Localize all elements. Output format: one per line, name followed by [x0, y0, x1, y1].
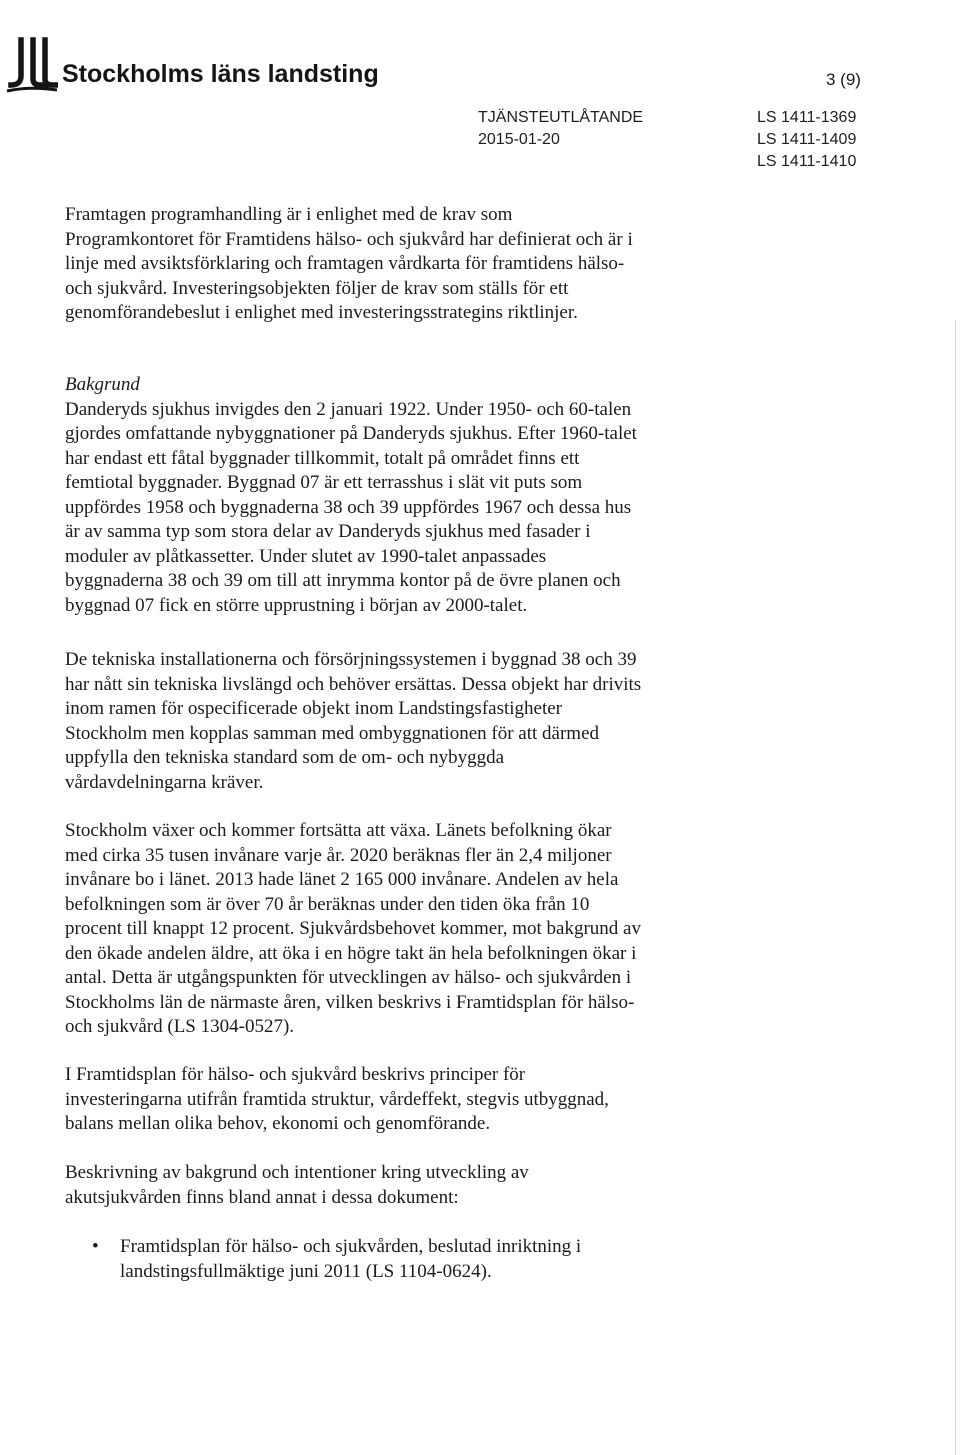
- intro-paragraph: [65, 203, 633, 326]
- sll-logo-icon: [6, 36, 58, 94]
- text-line: linje med avsiktsförklaring och framtagen vårdkarta för framtidens hälso-: [65, 253, 625, 274]
- text-line: Framtagen programhandling är i enlighet med de krav som: [65, 204, 513, 225]
- text-line: har endast ett fåtal byggnader tillkommit, totalt på området finns ett: [65, 447, 580, 469]
- page-number: 3 (9): [826, 70, 861, 89]
- text-line: byggnaderna 38 och 39 om till att inrymma kontor på de övre planen och: [65, 570, 621, 591]
- text-line: genomförandebeslut i enlighet med investeringsstrategins riktlinjer.: [65, 302, 578, 323]
- text-line: med cirka 35 tusen invånare varje år. 2020 beräknas fler än 2,4 miljoner: [65, 844, 612, 866]
- text-line: vårdavdelningarna kräver.: [65, 771, 264, 793]
- text-line: landstingsfullmäktige juni 2011 (LS 1104-0624).: [120, 1260, 492, 1282]
- background-section: [65, 373, 637, 618]
- text-line: gjordes omfattande nybyggnationer på Danderyds sjukhus. Efter 1960-talet: [65, 423, 637, 444]
- text-line: Framtidsplan för hälso- och sjukvården, beslutad inriktning i: [120, 1236, 582, 1257]
- document-meta: [478, 107, 643, 151]
- text-line: har nått sin tekniska livslängd och behöver ersättas. Dessa objekt har drivits: [65, 673, 642, 695]
- text-line: De tekniska installationerna och försörjningssystemen i byggnad 38 och 39: [65, 649, 637, 670]
- text-line: den ökade andelen äldre, att öka i en högre takt än hela befolkningen ökar i: [65, 942, 637, 964]
- section-heading: Bakgrund: [65, 374, 140, 395]
- text-line: Programkontoret för Framtidens hälso- och sjukvård har definierat och är i: [65, 228, 633, 250]
- text-line: investeringarna utifrån framtida struktur, vårdeffekt, stegvis utbyggnad,: [65, 1088, 609, 1110]
- text-line: Stockholms län de närmaste åren, vilken beskrivs i Framtidsplan för hälso-: [65, 991, 635, 1013]
- case-number: LS 1411-1369: [757, 109, 857, 126]
- framtidsplan-paragraph: [65, 1063, 609, 1137]
- text-line: I Framtidsplan för hälso- och sjukvård beskrivs principer för: [65, 1064, 526, 1085]
- organization-name: Stockholms läns landsting: [62, 60, 379, 88]
- text-line: invånare bo i länet. 2013 hade länet 2 165 000 invånare. Andelen av hela: [65, 869, 619, 890]
- text-line: Stockholm växer och kommer fortsätta att växa. Länets befolkning ökar: [65, 820, 612, 841]
- text-line: akutsjukvården finns bland annat i dessa dokument:: [65, 1186, 459, 1208]
- case-number: LS 1411-1409: [757, 131, 857, 148]
- growth-paragraph: [65, 819, 641, 1040]
- document-list-text: [120, 1235, 581, 1284]
- case-numbers: [757, 107, 856, 173]
- text-line: och sjukvård. Investeringsobjekten följer de krav som ställs för ett: [65, 277, 569, 299]
- text-line: uppfylla den tekniska standard som de om- och nybyggda: [65, 747, 505, 768]
- text-line: femtiotal byggnader. Byggnad 07 är ett terrasshus i slät vit puts som: [65, 472, 583, 493]
- text-line: befolkningen som är över 70 år beräknas under den tiden öka från 10: [65, 893, 590, 915]
- text-line: inom ramen för ospecificerade objekt inom Landstingsfastigheter: [65, 698, 563, 719]
- technical-paragraph: [65, 648, 641, 795]
- text-line: är av samma typ som stora delar av Danderyds sjukhus med fasader i: [65, 521, 591, 542]
- text-line: Stockholm men kopplas samman med ombyggnationen för att därmed: [65, 722, 600, 744]
- scan-edge-line: [955, 320, 956, 1455]
- text-line: byggnad 07 fick en större upprustning i början av 2000-talet.: [65, 594, 528, 616]
- text-line: och sjukvård (LS 1304-0527).: [65, 1016, 295, 1037]
- text-line: moduler av plåtkassetter. Under slutet av 1990-talet anpassades: [65, 545, 547, 567]
- text-line: procent till knappt 12 procent. Sjukvårdsbehovet kommer, mot bakgrund av: [65, 918, 641, 939]
- text-line: Danderyds sjukhus invigdes den 2 januari 1922. Under 1950- och 60-talen: [65, 398, 632, 420]
- text-line: antal. Detta är utgångspunkten för utvecklingen av hälso- och sjukvården i: [65, 967, 632, 988]
- documents-intro-paragraph: [65, 1161, 529, 1210]
- case-number: LS 1411-1410: [757, 153, 857, 170]
- text-line: uppfördes 1958 och byggnaderna 38 och 39 uppfördes 1967 och dessa hus: [65, 496, 632, 518]
- document-date: 2015-01-20: [478, 131, 560, 148]
- text-line: Beskrivning av bakgrund och intentioner kring utveckling av: [65, 1162, 529, 1183]
- text-line: balans mellan olika behov, ekonomi och genomförande.: [65, 1113, 491, 1134]
- document-type: TJÄNSTEUTLÅTANDE: [478, 109, 644, 126]
- bullet-icon: •: [92, 1236, 99, 1257]
